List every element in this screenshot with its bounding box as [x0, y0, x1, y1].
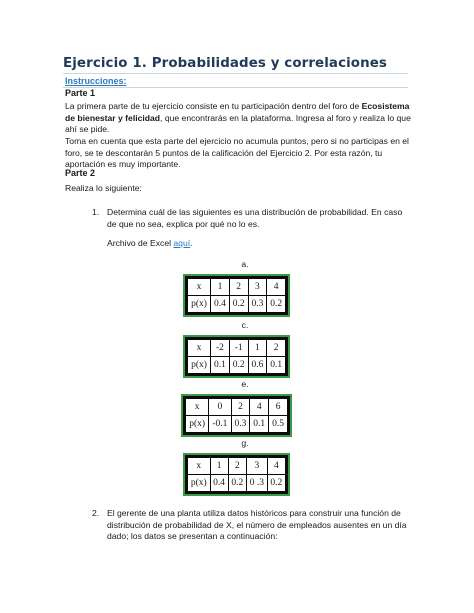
table-cell: x	[188, 458, 211, 475]
table-cell: p(x)	[188, 475, 211, 492]
table-row-px	[188, 475, 286, 492]
table-cell: p(x)	[186, 416, 209, 433]
table-row-px	[186, 416, 288, 433]
forum-name: Ecosistema de bienestar y felicidad	[65, 101, 410, 123]
table-cell: 1	[211, 279, 230, 296]
table-cell: -2	[211, 340, 230, 357]
table-c-label: c.	[241, 320, 249, 330]
table-cell: x	[188, 279, 211, 296]
item-2-text: El gerente de una planta utiliza datos históricos para construir una función de distribución de probabilidad de X, el número de empleados ausentes en un día dado; los datos se presentan a continuación:	[107, 508, 407, 542]
table-cell: 0.2	[229, 296, 248, 313]
part1-p1-start: La primera parte de tu ejercicio consiste en tu participación dentro del foro de	[65, 101, 362, 111]
table-cell: 0.3	[231, 416, 250, 433]
table-cell: 1	[248, 340, 267, 357]
table-row-px	[188, 357, 286, 374]
table-cell: x	[186, 399, 209, 416]
table-cell: 0.4	[210, 475, 228, 492]
table-cell: 4	[267, 458, 285, 475]
table-cell: 0.2	[267, 296, 286, 313]
excel-link[interactable]: aquí	[173, 238, 191, 248]
part1-p1-end: , que encontrarás en la plataforma. Ingresa al foro y realiza lo que ahí se pide.	[65, 112, 411, 135]
table-cell: 2	[231, 399, 250, 416]
table-row-x	[188, 279, 286, 296]
table-e	[185, 398, 288, 433]
table-g	[187, 457, 286, 492]
table-cell: 0.2	[228, 475, 246, 492]
table-cell: 1	[210, 458, 228, 475]
part2-intro: Realiza lo siguiente:	[65, 183, 142, 193]
table-row-x	[188, 458, 286, 475]
table-c	[187, 339, 286, 374]
instructions-label: Instrucciones:	[65, 76, 127, 86]
table-cell: 3	[248, 279, 267, 296]
part2-heading: Parte 2	[65, 168, 96, 178]
title-rule	[63, 73, 408, 74]
instructions-rule	[63, 87, 408, 88]
table-row-px	[188, 296, 286, 313]
table-row-x	[186, 399, 288, 416]
table-g-label: g.	[241, 438, 249, 448]
table-cell: 0.6	[248, 357, 267, 374]
table-cell: p(x)	[188, 357, 211, 374]
item-1-text: Determina cuál de las siguientes es una distribución de probabilidad. En caso de que no sea, explica por qué no lo es.	[107, 207, 403, 229]
table-cell: 0.4	[211, 296, 230, 313]
table-cell: 4	[267, 279, 286, 296]
table-row-x	[188, 340, 286, 357]
excel-file-line	[107, 238, 412, 250]
table-cell: 2	[228, 458, 246, 475]
page-title: Ejercicio 1. Probabilidades y correlaciones	[63, 56, 387, 71]
item-2-number: 2.	[92, 508, 100, 518]
table-cell: 0.1	[267, 357, 286, 374]
part1-paragraph-1	[65, 101, 415, 136]
table-e-label: e.	[241, 379, 249, 389]
table-cell: -1	[229, 340, 248, 357]
part1-heading: Parte 1	[65, 88, 96, 98]
excel-suffix: .	[190, 238, 193, 248]
table-cell: 0.3	[248, 296, 267, 313]
item-1-number: 1.	[92, 207, 100, 217]
table-cell: 2	[229, 279, 248, 296]
table-cell: 0.1	[250, 416, 269, 433]
table-cell: x	[188, 340, 211, 357]
table-cell: 0.5	[269, 416, 288, 433]
table-cell: 0	[209, 399, 231, 416]
table-cell: 0.1	[211, 357, 230, 374]
table-cell: 2	[267, 340, 286, 357]
table-a	[187, 278, 286, 313]
table-cell: p(x)	[188, 296, 211, 313]
table-cell: 0.2	[229, 357, 248, 374]
table-cell: 4	[250, 399, 269, 416]
table-cell: 0.2	[267, 475, 285, 492]
table-cell: 6	[269, 399, 288, 416]
excel-prefix: Archivo de Excel	[107, 238, 174, 248]
table-a-label: a.	[241, 259, 249, 269]
table-cell: 0 .3	[246, 475, 267, 492]
table-cell: 3	[246, 458, 267, 475]
part1-paragraph-2: Toma en cuenta que esta parte del ejercicio no acumula puntos, pero si no participas en el foro, se te descontarán 5 puntos de la calificación del Ejercicio 2. Por esta razón, tu aportación es muy importante.	[65, 136, 409, 170]
table-cell: -0.1	[209, 416, 231, 433]
